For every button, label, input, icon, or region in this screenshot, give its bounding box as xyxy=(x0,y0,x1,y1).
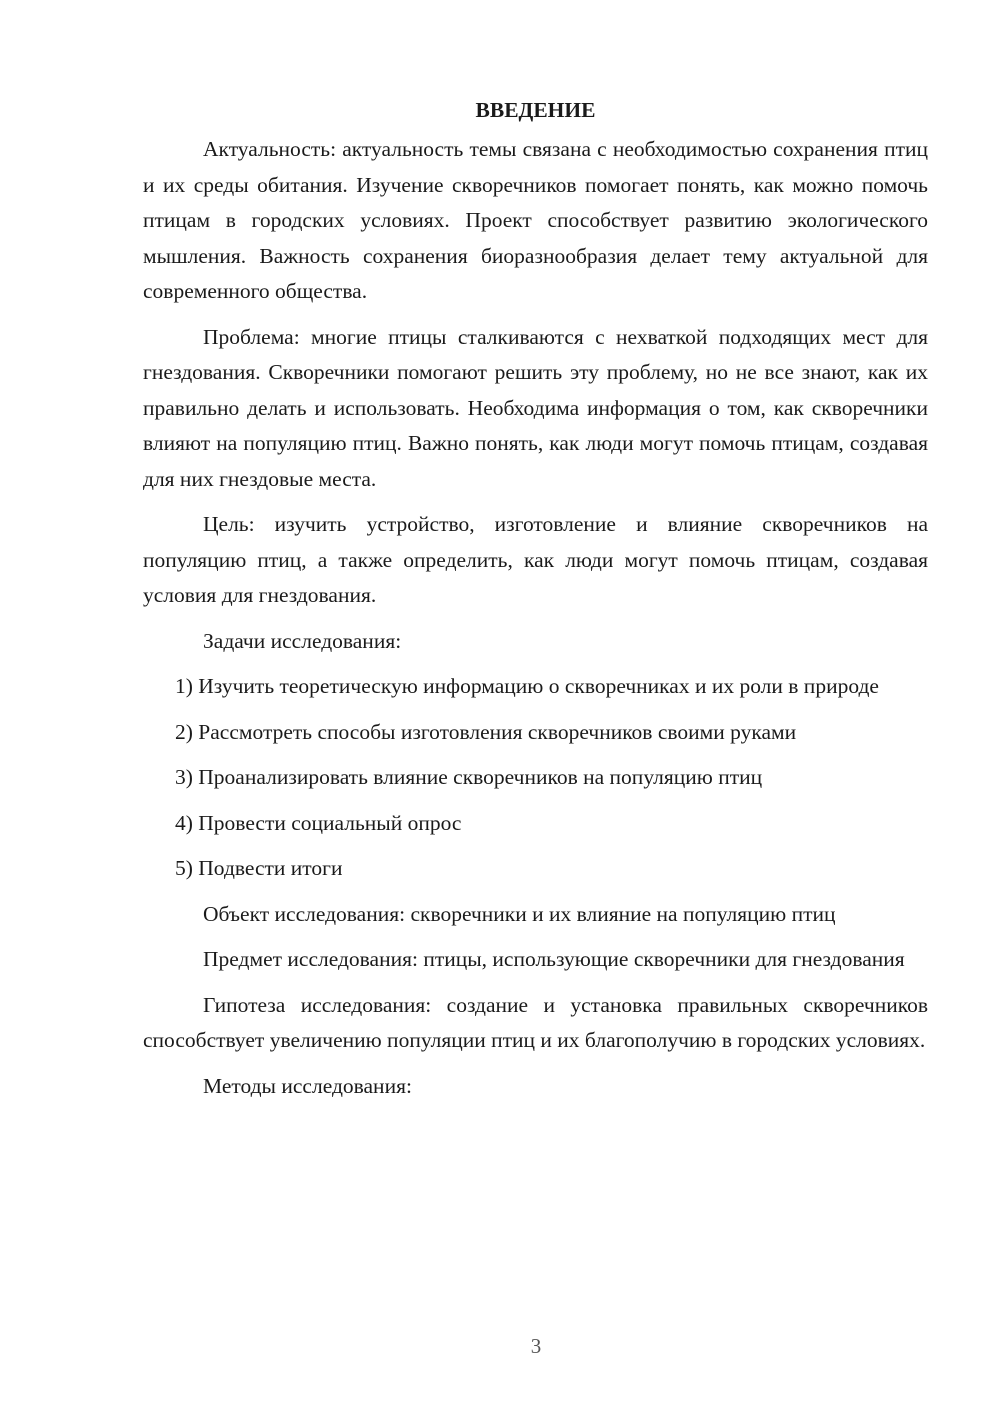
paragraph-goal: Цель: изучить устройство, изготовление и влияние скворечников на популяцию птиц, а также определить, как люди могут помочь птицам, создавая условия для гнездования. xyxy=(143,512,928,607)
methods-title: Методы исследования: xyxy=(203,1073,412,1098)
task-list-item: 2) Рассмотреть способы изготовления скворечников своими руками xyxy=(175,719,797,744)
task-list-item: 5) Подвести итоги xyxy=(175,856,343,880)
paragraph-subject: Предмет исследования: птицы, использующие скворечники для гнездования xyxy=(203,947,905,971)
paragraph-relevance: Актуальность: актуальность темы связана с необходимостью сохранения птиц и их среды обитания. Изучение скворечников помогает понять, как можно помочь птицам в городских условиях. Проект способствует развитию экологического мышления. Важность сохранения биоразнообразия делает тему актуальной для современного общества. xyxy=(143,137,928,303)
document-page xyxy=(143,92,928,1114)
task-list-item: 3) Проанализировать влияние скворечников на популяцию птиц xyxy=(175,765,763,789)
paragraph-hypothesis: Гипотеза исследования: создание и установка правильных скворечников способствует увеличению популяции птиц и их благополучию в городских условиях. xyxy=(143,992,928,1052)
section-heading: ВВЕДЕНИЕ xyxy=(475,98,596,122)
task-list-item: 4) Провести социальный опрос xyxy=(175,810,462,835)
task-list-item: 1) Изучить теоретическую информацию о скворечниках и их роли в природе xyxy=(175,674,879,698)
page-number: 3 xyxy=(530,1334,542,1358)
paragraph-problem: Проблема: многие птицы сталкиваются с нехваткой подходящих мест для гнездования. Скворечники помогают решить эту проблему, но не все знают, как их правильно делать и использовать. Необходима информация о том, как скворечники влияют на популяцию птиц. Важно понять, как люди могут помочь птицам, создавая для них гнездовые места. xyxy=(143,324,928,491)
paragraph-object: Объект исследования: скворечники и их влияние на популяцию птиц xyxy=(203,901,836,926)
tasks-title: Задачи исследования: xyxy=(203,628,402,653)
